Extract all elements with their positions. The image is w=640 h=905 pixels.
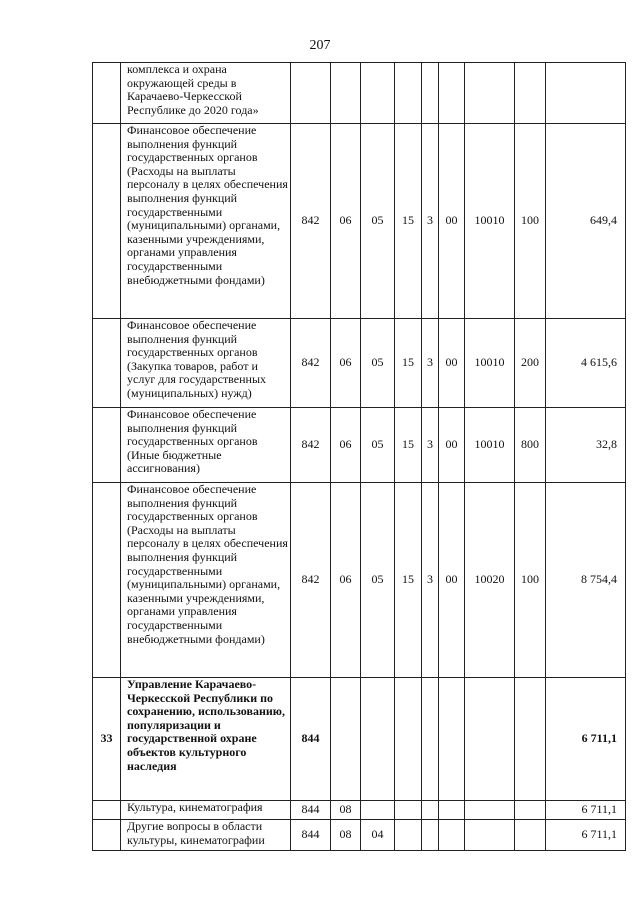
- amount: [546, 63, 626, 124]
- ministry-code: 842: [291, 408, 331, 483]
- row-name: Финансовое обеспечение выполнения функций государственных органов (Закупка товаров, работ и услуг для государственных (муниципальных) нужд): [121, 319, 291, 408]
- section-code: 06: [331, 408, 361, 483]
- amount: 6 711,1: [546, 801, 626, 820]
- section-code: [331, 63, 361, 124]
- table-row: [93, 483, 626, 678]
- target-code-part2: [422, 820, 439, 851]
- subsection-code: 04: [361, 820, 395, 851]
- row-number: [93, 63, 121, 124]
- table-row: [93, 63, 626, 124]
- expense-type-code: 100: [515, 124, 546, 319]
- target-code-part1: 15: [395, 483, 422, 678]
- row-number: [93, 319, 121, 408]
- target-code-part4: 10020: [465, 483, 515, 678]
- ministry-code: 842: [291, 124, 331, 319]
- section-code: 06: [331, 124, 361, 319]
- table-row: [93, 408, 626, 483]
- row-number: [93, 801, 121, 820]
- row-name: Финансовое обеспечение выполнения функций государственных органов (Расходы на выплаты персоналу в целях обеспечения выполнения функций государственными (муниципальными) органами, казенными учреждениями, органами управления государственными внебюджетными фондами): [121, 124, 291, 319]
- row-number: [93, 820, 121, 851]
- target-code-part4: [465, 801, 515, 820]
- table-row: [93, 678, 626, 801]
- target-code-part4: [465, 678, 515, 801]
- amount: 6 711,1: [546, 820, 626, 851]
- amount: 4 615,6: [546, 319, 626, 408]
- ministry-code: 844: [291, 678, 331, 801]
- row-number: [93, 124, 121, 319]
- row-number: [93, 408, 121, 483]
- target-code-part2: [422, 63, 439, 124]
- section-code: 08: [331, 820, 361, 851]
- ministry-code: [291, 63, 331, 124]
- amount: 8 754,4: [546, 483, 626, 678]
- row-number: [93, 483, 121, 678]
- target-code-part3: 00: [439, 319, 465, 408]
- target-code-part3: [439, 63, 465, 124]
- expense-type-code: [515, 63, 546, 124]
- target-code-part1: [395, 820, 422, 851]
- table-row: [93, 801, 626, 820]
- target-code-part4: [465, 820, 515, 851]
- ministry-code: 842: [291, 483, 331, 678]
- subsection-code: [361, 63, 395, 124]
- target-code-part2: 3: [422, 408, 439, 483]
- target-code-part2: [422, 678, 439, 801]
- target-code-part2: 3: [422, 124, 439, 319]
- target-code-part3: 00: [439, 124, 465, 319]
- expense-type-code: 200: [515, 319, 546, 408]
- section-code: 06: [331, 319, 361, 408]
- target-code-part1: 15: [395, 319, 422, 408]
- ministry-code: 844: [291, 820, 331, 851]
- table-row: [93, 319, 626, 408]
- page-number: 207: [309, 38, 331, 53]
- target-code-part3: 00: [439, 483, 465, 678]
- ministry-code: 842: [291, 319, 331, 408]
- row-name: Финансовое обеспечение выполнения функций государственных органов (Расходы на выплаты персоналу в целях обеспечения выполнения функций государственными (муниципальными) органами, казенными учреждениями, органами управления государственными внебюджетными фондами): [121, 483, 291, 678]
- target-code-part1: 15: [395, 408, 422, 483]
- table-row: [93, 124, 626, 319]
- expense-type-code: [515, 801, 546, 820]
- target-code-part1: [395, 63, 422, 124]
- row-number: 33: [93, 678, 121, 801]
- target-code-part4: [465, 63, 515, 124]
- expense-type-code: 800: [515, 408, 546, 483]
- target-code-part2: 3: [422, 483, 439, 678]
- target-code-part3: [439, 820, 465, 851]
- expense-type-code: [515, 820, 546, 851]
- ministry-code: 844: [291, 801, 331, 820]
- target-code-part1: [395, 801, 422, 820]
- target-code-part3: [439, 801, 465, 820]
- target-code-part1: 15: [395, 124, 422, 319]
- target-code-part2: 3: [422, 319, 439, 408]
- expense-type-code: 100: [515, 483, 546, 678]
- subsection-code: 05: [361, 483, 395, 678]
- amount: 649,4: [546, 124, 626, 319]
- target-code-part4: 10010: [465, 408, 515, 483]
- section-code: 06: [331, 483, 361, 678]
- budget-table: [92, 62, 626, 851]
- row-name: комплекса и охрана окружающей среды в Карачаево-Черкесской Республике до 2020 года»: [121, 63, 291, 124]
- amount: 32,8: [546, 408, 626, 483]
- subsection-code: 05: [361, 408, 395, 483]
- table-row: [93, 820, 626, 851]
- section-code: 08: [331, 801, 361, 820]
- row-name: Другие вопросы в области культуры, кинематографии: [121, 820, 291, 851]
- subsection-code: 05: [361, 124, 395, 319]
- subsection-code: 05: [361, 319, 395, 408]
- row-name: Культура, кинематография: [121, 801, 291, 820]
- subsection-code: [361, 801, 395, 820]
- row-name: Управление Карачаево-Черкесской Республики по сохранению, использованию, популяризации и государственной охране объектов культурного наследия: [121, 678, 291, 801]
- section-code: [331, 678, 361, 801]
- target-code-part3: 00: [439, 408, 465, 483]
- target-code-part2: [422, 801, 439, 820]
- expense-type-code: [515, 678, 546, 801]
- target-code-part1: [395, 678, 422, 801]
- row-name: Финансовое обеспечение выполнения функций государственных органов (Иные бюджетные ассигнования): [121, 408, 291, 483]
- target-code-part4: 10010: [465, 319, 515, 408]
- subsection-code: [361, 678, 395, 801]
- amount: 6 711,1: [546, 678, 626, 801]
- target-code-part3: [439, 678, 465, 801]
- target-code-part4: 10010: [465, 124, 515, 319]
